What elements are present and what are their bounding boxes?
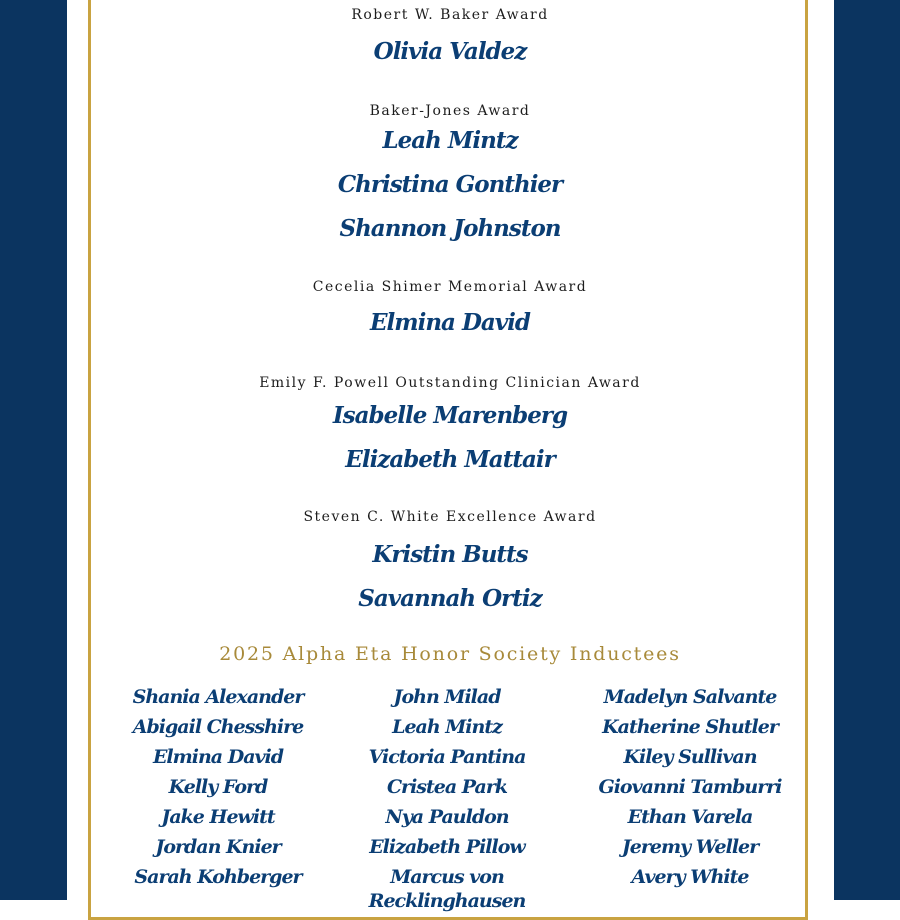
inductee-name: Madelyn Salvante bbox=[603, 686, 777, 708]
right-navy-band bbox=[834, 0, 900, 900]
inductee-name: Avery White bbox=[631, 866, 749, 888]
inductees-section-title: 2025 Alpha Eta Honor Society Inductees bbox=[219, 643, 681, 665]
award-title: Steven C. White Excellence Award bbox=[303, 509, 597, 525]
award-recipient: Shannon Johnston bbox=[339, 215, 561, 242]
inductee-name: Kelly Ford bbox=[168, 776, 268, 798]
award-recipient: Isabelle Marenberg bbox=[332, 402, 568, 429]
inductee-name: Sarah Kohberger bbox=[134, 866, 302, 888]
award-recipient: Elizabeth Mattair bbox=[345, 446, 555, 473]
inductee-name: Elmina David bbox=[152, 746, 284, 768]
inductee-name: Jordan Knier bbox=[155, 836, 281, 858]
inductee-name: Nya Pauldon bbox=[385, 806, 509, 828]
award-title: Cecelia Shimer Memorial Award bbox=[312, 279, 588, 295]
award-recipient: Savannah Ortiz bbox=[358, 585, 542, 612]
award-recipient: Olivia Valdez bbox=[373, 38, 527, 65]
inductee-name: Elizabeth Pillow bbox=[369, 836, 525, 858]
inductee-name: Jeremy Weller bbox=[621, 836, 759, 858]
inductee-name: Shania Alexander bbox=[132, 686, 304, 708]
award-title: Baker-Jones Award bbox=[369, 103, 531, 119]
left-navy-band bbox=[0, 0, 67, 900]
inductee-name: Leah Mintz bbox=[392, 716, 502, 738]
inductee-name: Cristea Park bbox=[386, 776, 508, 798]
inductee-name: Abigail Chesshire bbox=[132, 716, 304, 738]
award-title: Emily F. Powell Outstanding Clinician Award bbox=[259, 375, 641, 391]
inductee-name: John Milad bbox=[393, 686, 501, 708]
award-recipient: Leah Mintz bbox=[382, 127, 518, 154]
award-recipient: Christina Gonthier bbox=[337, 171, 563, 198]
inductee-name: Jake Hewitt bbox=[161, 806, 275, 828]
inductee-name: Ethan Varela bbox=[627, 806, 753, 828]
inductee-name: Victoria Pantina bbox=[368, 746, 526, 768]
award-recipient: Kristin Butts bbox=[372, 541, 528, 568]
inductee-name: Marcus von Recklinghausen bbox=[368, 866, 526, 912]
inductee-name: Giovanni Tamburri bbox=[598, 776, 782, 798]
inductee-name: Kiley Sullivan bbox=[623, 746, 757, 768]
award-recipient: Elmina David bbox=[369, 309, 530, 336]
award-title: Robert W. Baker Award bbox=[351, 7, 549, 23]
inductee-name: Katherine Shutler bbox=[602, 716, 778, 738]
